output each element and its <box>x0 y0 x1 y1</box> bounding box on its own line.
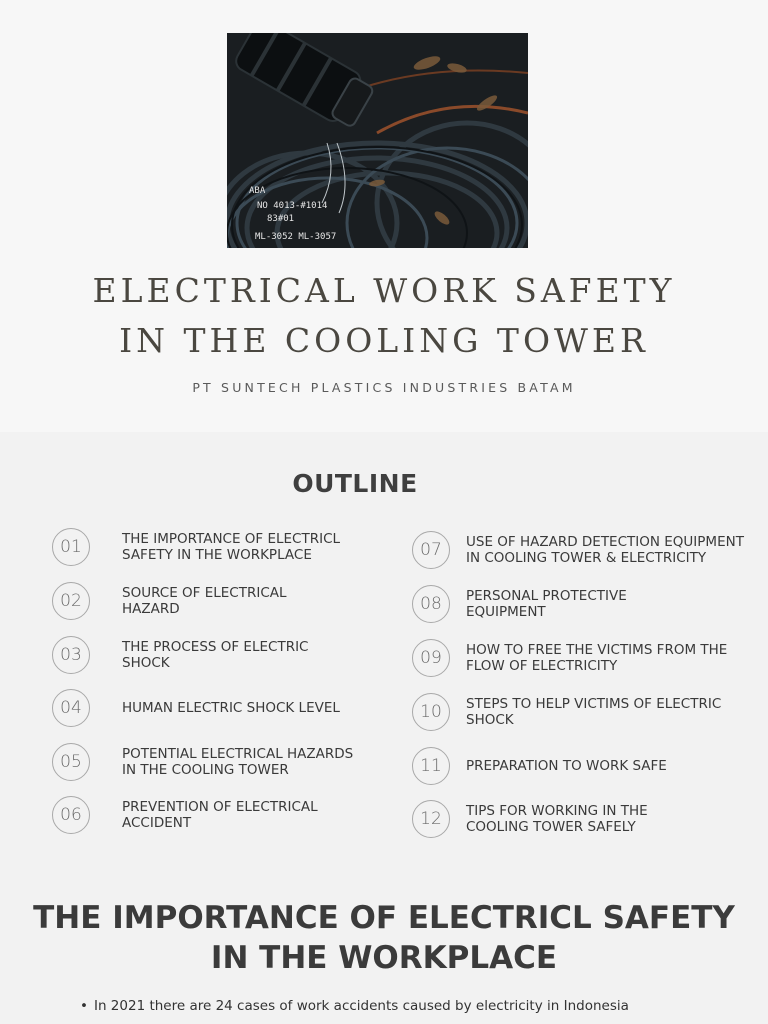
cover-title <box>0 266 768 366</box>
label-line: THE PROCESS OF ELECTRIC <box>122 639 309 655</box>
outline-number-badge: 08 <box>412 585 450 623</box>
label-line: SAFETY IN THE WORKPLACE <box>122 547 312 563</box>
cable-photo-illustration <box>227 33 528 248</box>
outline-item-label <box>466 588 766 620</box>
section-bullet-list <box>80 996 720 1016</box>
section-title-line-2: IN THE WORKPLACE <box>210 940 558 976</box>
label-line: FLOW OF ELECTRICITY <box>466 658 618 674</box>
label-line: IN THE COOLING TOWER <box>122 762 289 778</box>
label-line: HOW TO FREE THE VICTIMS FROM THE <box>466 642 728 658</box>
cover-subtitle: PT SUNTECH PLASTICS INDUSTRIES BATAM <box>192 380 576 395</box>
cover-page <box>0 0 768 432</box>
label-line: EQUIPMENT <box>466 604 546 620</box>
label-line: SHOCK <box>122 655 170 671</box>
outline-item-02 <box>52 582 287 620</box>
outline-item-11 <box>412 747 667 785</box>
label-line: SOURCE OF ELECTRICAL <box>122 585 287 601</box>
outline-number-badge: 12 <box>412 800 450 838</box>
label-line: HUMAN ELECTRIC SHOCK LEVEL <box>122 700 340 716</box>
cover-title-line-2: IN THE COOLING TOWER <box>119 321 649 360</box>
outline-page <box>0 432 768 852</box>
outline-item-label <box>466 642 766 674</box>
label-line: PREVENTION OF ELECTRICAL <box>122 799 318 815</box>
outline-number-badge: 01 <box>52 528 90 566</box>
cover-title-line-1: ELECTRICAL WORK SAFETY <box>92 271 676 310</box>
outline-item-label <box>122 746 382 778</box>
label-line: THE IMPORTANCE OF ELECTRICL <box>122 531 341 547</box>
outline-item-01 <box>52 528 341 566</box>
label-line: COOLING TOWER SAFELY <box>466 819 636 835</box>
outline-number-badge: 02 <box>52 582 90 620</box>
outline-item-label <box>122 700 382 716</box>
photo-tag-line-3: 83#01 <box>267 214 295 224</box>
section-title-line-1: THE IMPORTANCE OF ELECTRICL SAFETY <box>33 900 735 936</box>
section-bullet-item: • In 2021 there are 24 cases of work accidents caused by electricity in Indonesia <box>80 996 720 1016</box>
outline-item-label <box>466 534 766 566</box>
label-line: IN COOLING TOWER & ELECTRICITY <box>466 550 707 566</box>
outline-number-badge: 10 <box>412 693 450 731</box>
outline-item-10 <box>412 693 722 731</box>
outline-number-badge: 03 <box>52 636 90 674</box>
label-line: ACCIDENT <box>122 815 192 831</box>
label-line: PERSONAL PROTECTIVE <box>466 588 627 604</box>
outline-item-label <box>122 585 382 617</box>
outline-item-label <box>466 803 766 835</box>
photo-tag-line-1: ABA <box>249 186 266 196</box>
outline-item-05 <box>52 743 354 781</box>
outline-number-badge: 06 <box>52 796 90 834</box>
outline-number-badge: 05 <box>52 743 90 781</box>
cover-photo-cables <box>227 33 528 248</box>
photo-tag-line-2: NO 4013-#1014 <box>257 201 328 211</box>
label-line: HAZARD <box>122 601 180 617</box>
outline-item-09 <box>412 639 728 677</box>
outline-item-label <box>122 531 382 563</box>
outline-item-label <box>122 639 382 671</box>
outline-item-label <box>466 758 766 774</box>
outline-item-04 <box>52 689 340 727</box>
outline-item-03 <box>52 636 309 674</box>
outline-heading: OUTLINE <box>292 469 418 498</box>
outline-item-12 <box>412 800 648 838</box>
outline-number-badge: 07 <box>412 531 450 569</box>
outline-number-badge: 09 <box>412 639 450 677</box>
outline-item-07 <box>412 531 744 569</box>
outline-item-label <box>122 799 382 831</box>
outline-number-badge: 04 <box>52 689 90 727</box>
label-line: POTENTIAL ELECTRICAL HAZARDS <box>122 746 354 762</box>
photo-tag-line-4: ML-3052 ML-3057 <box>255 232 337 242</box>
label-line: PREPARATION TO WORK SAFE <box>466 758 667 774</box>
label-line: USE OF HAZARD DETECTION EQUIPMENT <box>466 534 744 550</box>
outline-item-06 <box>52 796 318 834</box>
outline-number-badge: 11 <box>412 747 450 785</box>
label-line: SHOCK <box>466 712 514 728</box>
outline-item-08 <box>412 585 627 623</box>
section-title <box>0 898 768 978</box>
outline-item-label <box>466 696 766 728</box>
label-line: STEPS TO HELP VICTIMS OF ELECTRIC <box>466 696 722 712</box>
label-line: TIPS FOR WORKING IN THE <box>466 803 648 819</box>
